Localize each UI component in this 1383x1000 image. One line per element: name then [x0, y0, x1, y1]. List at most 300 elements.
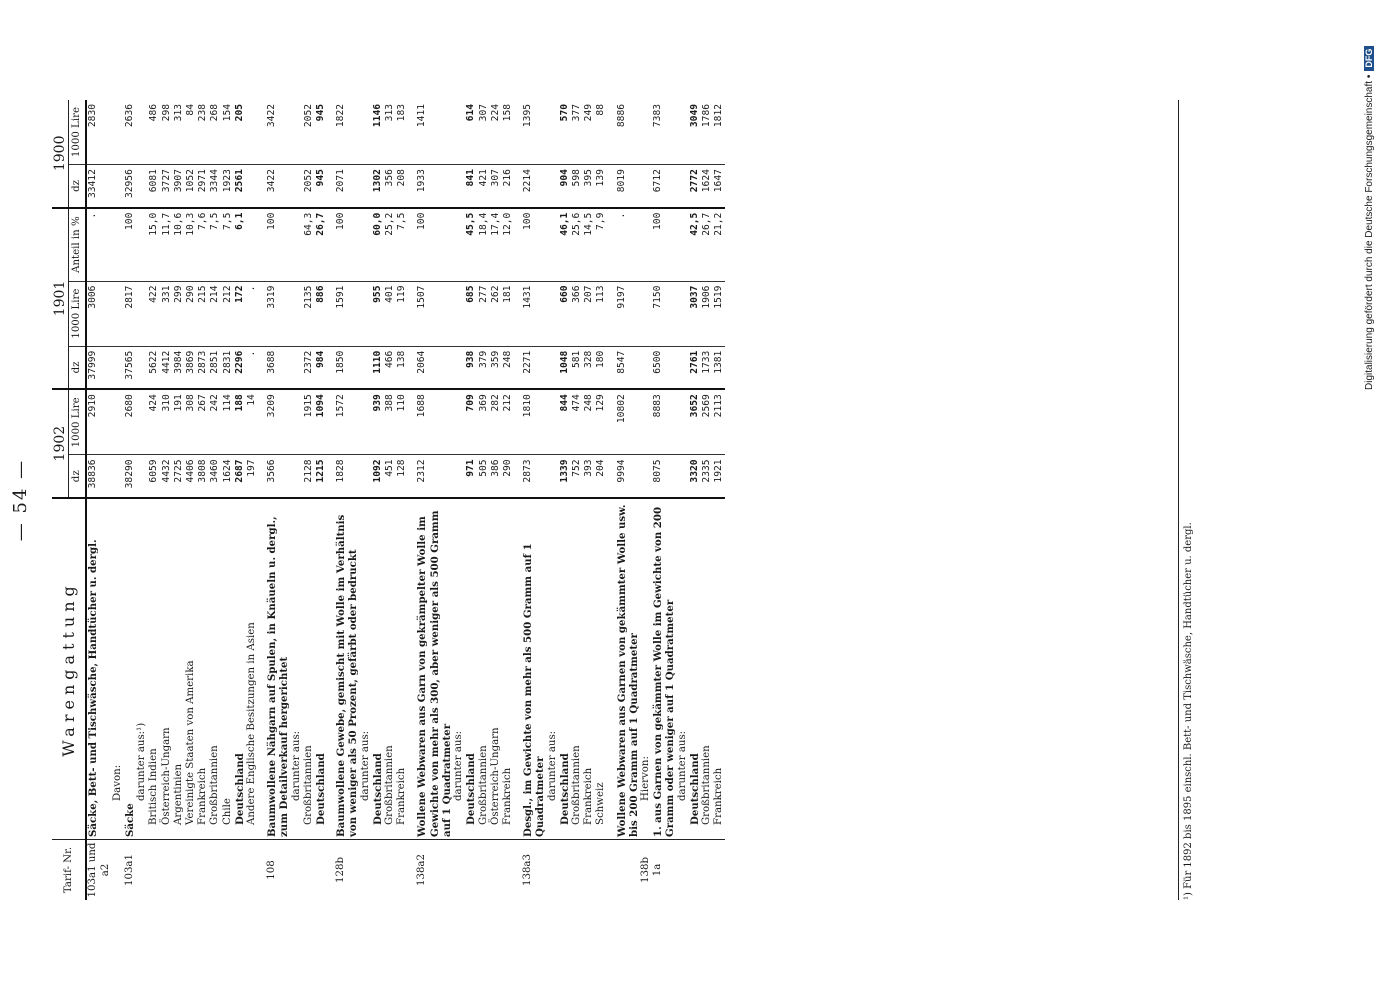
value-cell: 6081: [148, 165, 160, 208]
value-cell: 466: [384, 346, 396, 389]
value-cell: 3049: [688, 104, 700, 128]
tarif-number: 103a1: [124, 840, 136, 901]
value-cell: 2725: [173, 455, 185, 498]
table-row: [246, 100, 258, 900]
value-cell: 139: [595, 165, 607, 208]
value-cell: .: [246, 281, 258, 346]
row-gap: [327, 100, 335, 900]
tarif-number: [161, 840, 173, 901]
table-row: [522, 100, 546, 900]
table-row: [266, 100, 290, 900]
value-cell: 3209: [266, 389, 290, 455]
value-cell: [677, 389, 689, 455]
value-cell: 238: [197, 104, 209, 122]
tarif-number: 1a: [652, 840, 676, 901]
value-cell: 1591: [335, 281, 359, 346]
row-gap: [608, 100, 616, 900]
value-cell: 25,2: [384, 208, 396, 281]
tarif-number: 103a1 und a2: [86, 840, 111, 901]
value-cell: 2831: [222, 346, 234, 389]
value-cell: 282: [490, 389, 502, 455]
value-cell: 1381: [713, 346, 725, 389]
value-cell: 9197: [616, 281, 640, 346]
tarif-number: [209, 840, 221, 901]
value-cell: 310: [161, 389, 173, 455]
value-cell: 598: [571, 165, 583, 208]
table-row: [583, 100, 595, 900]
value-cell: 570: [558, 104, 570, 122]
value-cell: 1822: [335, 104, 347, 128]
item-description: Deutschland: [315, 498, 327, 840]
value-cell: 8547: [616, 346, 640, 389]
value-cell: 1146: [371, 104, 383, 128]
tarif-number: [112, 840, 124, 901]
value-cell: 249: [583, 104, 595, 122]
value-cell: 216: [502, 165, 514, 208]
value-cell: 2830: [87, 104, 99, 128]
value-cell: [677, 100, 689, 165]
header-tarif: Tarif- Nr.: [52, 840, 86, 901]
value-cell: 248: [502, 346, 514, 389]
table-row: [209, 100, 221, 900]
value-cell: 386: [490, 455, 502, 498]
row-gap: [514, 100, 522, 900]
table-row: [559, 100, 571, 900]
value-cell: 313: [384, 104, 396, 122]
value-cell: 581: [571, 346, 583, 389]
value-cell: [291, 165, 303, 208]
value-cell: 2052: [302, 104, 314, 128]
value-cell: 3422: [266, 165, 290, 208]
item-description: Frankreich: [502, 498, 514, 840]
value-cell: 2910: [86, 389, 111, 455]
value-cell: 1786: [700, 104, 712, 128]
item-description: Großbritannien: [384, 498, 396, 840]
value-cell: 8075: [652, 455, 676, 498]
value-cell: 904: [559, 165, 571, 208]
value-cell: [547, 208, 559, 281]
value-cell: 2561: [234, 165, 246, 208]
value-cell: [453, 208, 465, 281]
value-cell: 2817: [124, 281, 136, 346]
value-cell: 64,3: [303, 208, 315, 281]
item-description: Säcke, Bett- und Tischwäsche, Handtücher u. dergl.: [86, 498, 111, 840]
value-cell: 207: [583, 281, 595, 346]
value-cell: 180: [595, 346, 607, 389]
value-cell: 401: [384, 281, 396, 346]
value-cell: 1624: [701, 165, 713, 208]
header-description: Warengattung: [52, 498, 86, 840]
tarif-number: [616, 840, 640, 901]
value-cell: 10,6: [173, 208, 185, 281]
value-cell: [112, 455, 124, 498]
item-description: Frankreich: [396, 498, 408, 840]
table-row: [161, 100, 173, 900]
table-row: [315, 100, 327, 900]
value-cell: 224: [489, 104, 501, 122]
value-cell: [640, 455, 652, 498]
item-description: Desgl., im Gewichte von mehr als 500 Gramm auf 1 Quadratmeter: [522, 498, 546, 840]
item-description: Deutschland: [689, 498, 701, 840]
tarif-number: 128b: [335, 840, 359, 901]
value-cell: [547, 346, 559, 389]
value-cell: [547, 100, 559, 165]
value-cell: .: [246, 346, 258, 389]
item-description: Baumwollene Nähgarn auf Spulen, in Knäueln u. dergl., zum Detailverkauf hergerichtet: [266, 498, 290, 840]
table-row: [595, 100, 607, 900]
table-row: [701, 100, 713, 900]
value-cell: 183: [396, 104, 408, 122]
value-cell: 32956: [124, 165, 136, 208]
value-cell: 114: [222, 389, 234, 455]
value-cell: 26,7: [315, 208, 327, 281]
value-cell: [112, 389, 124, 455]
value-cell: 1850: [335, 346, 359, 389]
value-cell: 1647: [713, 165, 725, 208]
value-cell: 1915: [303, 389, 315, 455]
item-description: darunter aus:: [677, 498, 689, 840]
value-cell: 45,5: [465, 208, 477, 281]
value-cell: 938: [465, 346, 477, 389]
item-description: Großbritannien: [478, 498, 490, 840]
value-cell: 1048: [559, 346, 571, 389]
value-cell: 2971: [197, 165, 209, 208]
tarif-number: [453, 840, 465, 901]
value-cell: 307: [490, 165, 502, 208]
digitization-text: Digitalisierung gefördert durch die Deutsche Forschungsgemeinschaft •: [1364, 74, 1375, 390]
item-description: darunter aus:: [547, 498, 559, 840]
item-description: Deutschland: [559, 498, 571, 840]
tarif-number: [689, 840, 701, 901]
value-cell: [453, 346, 465, 389]
item-description: darunter aus:: [360, 498, 372, 840]
value-cell: 752: [571, 455, 583, 498]
item-description: Schweiz: [595, 498, 607, 840]
table-row: [222, 100, 234, 900]
value-cell: 945: [315, 104, 327, 122]
value-cell: [640, 100, 652, 165]
value-cell: 1906: [701, 281, 713, 346]
value-cell: 46,1: [559, 208, 571, 281]
value-cell: [360, 281, 372, 346]
value-cell: 1572: [335, 389, 359, 455]
value-cell: 277: [478, 281, 490, 346]
table-row: [86, 100, 111, 900]
value-cell: 1094: [315, 389, 327, 455]
value-cell: 3344: [209, 165, 221, 208]
item-description: Säcke: [124, 498, 136, 840]
item-description: Argentinien: [173, 498, 185, 840]
table-row: [677, 100, 689, 900]
tarif-number: [372, 840, 384, 901]
value-cell: 119: [396, 281, 408, 346]
table-row: [689, 100, 701, 900]
item-description: Wollene Webwaren aus Garnen von gekämmter Wolle usw. bis 200 Gramm auf 1 Quadratmeter: [616, 498, 640, 840]
value-cell: 505: [478, 455, 490, 498]
value-cell: 614: [465, 104, 477, 122]
tarif-number: [701, 840, 713, 901]
value-cell: [453, 389, 465, 455]
tarif-number: [478, 840, 490, 901]
value-cell: 267: [197, 389, 209, 455]
tarif-number: [303, 840, 315, 901]
value-cell: [677, 208, 689, 281]
value-cell: 331: [161, 281, 173, 346]
item-description: Andere Englische Besitzungen in Asien: [246, 498, 258, 840]
table-row: [571, 100, 583, 900]
value-cell: 1092: [372, 455, 384, 498]
value-cell: 6059: [148, 455, 160, 498]
value-cell: [360, 100, 372, 165]
table-row: [640, 100, 652, 900]
tarif-number: [360, 840, 372, 901]
value-cell: 290: [502, 455, 514, 498]
value-cell: [136, 208, 148, 281]
table-row: [502, 100, 514, 900]
value-cell: 158: [501, 104, 513, 122]
value-cell: 6712: [652, 165, 676, 208]
value-cell: 307: [477, 104, 489, 122]
value-cell: 21,2: [713, 208, 725, 281]
value-cell: 7383: [652, 104, 664, 128]
value-cell: 7,9: [595, 208, 607, 281]
tarif-number: 138b: [640, 840, 652, 901]
value-cell: [112, 346, 124, 389]
value-cell: 3422: [266, 104, 278, 128]
value-cell: [547, 281, 559, 346]
value-cell: 110: [396, 389, 408, 455]
value-cell: 4412: [161, 346, 173, 389]
value-cell: 1110: [372, 346, 384, 389]
value-cell: 2135: [303, 281, 315, 346]
table-row: [490, 100, 502, 900]
tarif-number: 138a3: [522, 840, 546, 901]
value-cell: 424: [148, 389, 160, 455]
value-cell: [291, 455, 303, 498]
value-cell: [136, 100, 148, 165]
value-cell: 2113: [713, 389, 725, 455]
value-cell: 945: [315, 165, 327, 208]
tarif-number: [490, 840, 502, 901]
value-cell: [677, 281, 689, 346]
value-cell: [360, 346, 372, 389]
value-cell: 2052: [303, 165, 315, 208]
value-cell: 6500: [652, 346, 676, 389]
value-cell: [453, 281, 465, 346]
value-cell: 38290: [124, 455, 136, 498]
tarif-number: [148, 840, 160, 901]
value-cell: 1507: [416, 281, 453, 346]
table-row: [335, 100, 359, 900]
item-description: Baumwollene Gewebe, gemischt mit Wolle im Verhältnis von weniger als 50 Prozent, gefärbt oder bedruckt: [335, 498, 359, 840]
value-cell: 377: [570, 104, 582, 122]
table-row: [112, 100, 124, 900]
value-cell: 212: [502, 389, 514, 455]
table-row: [478, 100, 490, 900]
value-cell: 3652: [689, 389, 701, 455]
value-cell: 955: [372, 281, 384, 346]
item-description: Deutschland: [234, 498, 246, 840]
table-row: [547, 100, 559, 900]
table-row: [652, 100, 676, 900]
value-cell: 1302: [372, 165, 384, 208]
value-cell: 10802: [616, 389, 640, 455]
table-row: [616, 100, 640, 900]
row-gap: [408, 100, 416, 900]
value-cell: 4406: [185, 455, 197, 498]
value-cell: 1624: [222, 455, 234, 498]
value-cell: 5622: [148, 346, 160, 389]
item-description: darunter aus:: [291, 498, 303, 840]
value-cell: [360, 165, 372, 208]
value-cell: 486: [148, 104, 160, 122]
value-cell: [291, 100, 303, 165]
value-cell: .: [86, 208, 111, 281]
value-cell: [453, 455, 465, 498]
value-cell: 984: [315, 346, 327, 389]
value-cell: 129: [595, 389, 607, 455]
statistics-table: [52, 100, 725, 900]
value-cell: 2569: [701, 389, 713, 455]
value-cell: 4432: [161, 455, 173, 498]
value-cell: 154: [221, 104, 233, 122]
table-row: [185, 100, 197, 900]
value-cell: 1339: [559, 455, 571, 498]
value-cell: 886: [315, 281, 327, 346]
header-value: 1000 Lire: [69, 281, 87, 346]
item-description: Großbritannien: [571, 498, 583, 840]
value-cell: 3006: [86, 281, 111, 346]
value-cell: [136, 389, 148, 455]
table-row: [136, 100, 148, 900]
value-cell: 308: [185, 389, 197, 455]
value-cell: 971: [465, 455, 477, 498]
value-cell: 939: [372, 389, 384, 455]
value-cell: [640, 346, 652, 389]
value-cell: 181: [502, 281, 514, 346]
value-cell: 7,6: [197, 208, 209, 281]
tarif-number: [384, 840, 396, 901]
table-row: [396, 100, 408, 900]
value-cell: 2680: [124, 389, 136, 455]
item-description: Vereinigte Staaten von Amerika: [185, 498, 197, 840]
value-cell: 1733: [701, 346, 713, 389]
value-cell: 205: [233, 104, 245, 122]
value-cell: 3907: [173, 165, 185, 208]
item-description: Frankreich: [583, 498, 595, 840]
value-cell: 37999: [86, 346, 111, 389]
value-cell: [453, 100, 465, 165]
value-cell: 214: [209, 281, 221, 346]
value-cell: 3319: [266, 281, 290, 346]
value-cell: 3460: [209, 455, 221, 498]
item-description: Großbritannien: [701, 498, 713, 840]
value-cell: [246, 165, 258, 208]
value-cell: [136, 346, 148, 389]
value-cell: 14: [246, 389, 258, 455]
item-description: Großbritannien: [209, 498, 221, 840]
header-year-1902: 1902: [52, 389, 69, 498]
value-cell: 1215: [315, 455, 327, 498]
value-cell: 100: [522, 208, 546, 281]
value-cell: 3688: [266, 346, 290, 389]
tarif-number: [185, 840, 197, 901]
value-cell: 1411: [416, 104, 428, 128]
header-dz: dz: [69, 455, 87, 498]
value-cell: 2873: [522, 455, 546, 498]
table-row: [384, 100, 396, 900]
table-row: [197, 100, 209, 900]
value-cell: 2372: [303, 346, 315, 389]
item-description: Frankreich: [713, 498, 725, 840]
value-cell: 1431: [522, 281, 546, 346]
value-cell: [291, 346, 303, 389]
tarif-number: [465, 840, 477, 901]
value-cell: 15,0: [148, 208, 160, 281]
value-cell: 1933: [416, 165, 453, 208]
value-cell: 3727: [161, 165, 173, 208]
value-cell: 2128: [303, 455, 315, 498]
item-description: Österreich-Ungarn: [490, 498, 502, 840]
item-description: Chile: [222, 498, 234, 840]
value-cell: 2064: [416, 346, 453, 389]
value-cell: 1921: [713, 455, 725, 498]
value-cell: 212: [222, 281, 234, 346]
value-cell: 10,3: [185, 208, 197, 281]
value-cell: 2687: [234, 455, 246, 498]
table-body: [86, 100, 725, 900]
tarif-number: 108: [266, 840, 290, 901]
value-cell: 262: [490, 281, 502, 346]
value-cell: 7,5: [396, 208, 408, 281]
value-cell: 14,5: [583, 208, 595, 281]
value-cell: 474: [571, 389, 583, 455]
tarif-number: [583, 840, 595, 901]
value-cell: 2761: [689, 346, 701, 389]
value-cell: 100: [416, 208, 453, 281]
value-cell: [547, 165, 559, 208]
value-cell: 42,5: [689, 208, 701, 281]
tarif-number: [595, 840, 607, 901]
value-cell: 298: [160, 104, 172, 122]
value-cell: 1923: [222, 165, 234, 208]
value-cell: [112, 281, 124, 346]
value-cell: 3984: [173, 346, 185, 389]
rotated-page: [10, 100, 1220, 900]
tarif-number: [396, 840, 408, 901]
value-cell: 1519: [713, 281, 725, 346]
value-cell: 1052: [185, 165, 197, 208]
tarif-number: [222, 840, 234, 901]
value-cell: [136, 165, 148, 208]
table-row: [303, 100, 315, 900]
value-cell: [112, 165, 124, 208]
value-cell: 197: [246, 455, 258, 498]
value-cell: 191: [173, 389, 185, 455]
item-description: Österreich-Ungarn: [161, 498, 173, 840]
value-cell: 37565: [124, 346, 136, 389]
table-row: [416, 100, 453, 900]
value-cell: 188: [234, 389, 246, 455]
table-row: [453, 100, 465, 900]
value-cell: 100: [335, 208, 359, 281]
value-cell: 3037: [689, 281, 701, 346]
value-cell: 88: [595, 104, 607, 116]
value-cell: [112, 100, 124, 165]
value-cell: 11,7: [161, 208, 173, 281]
value-cell: 421: [478, 165, 490, 208]
value-cell: 2214: [522, 165, 546, 208]
